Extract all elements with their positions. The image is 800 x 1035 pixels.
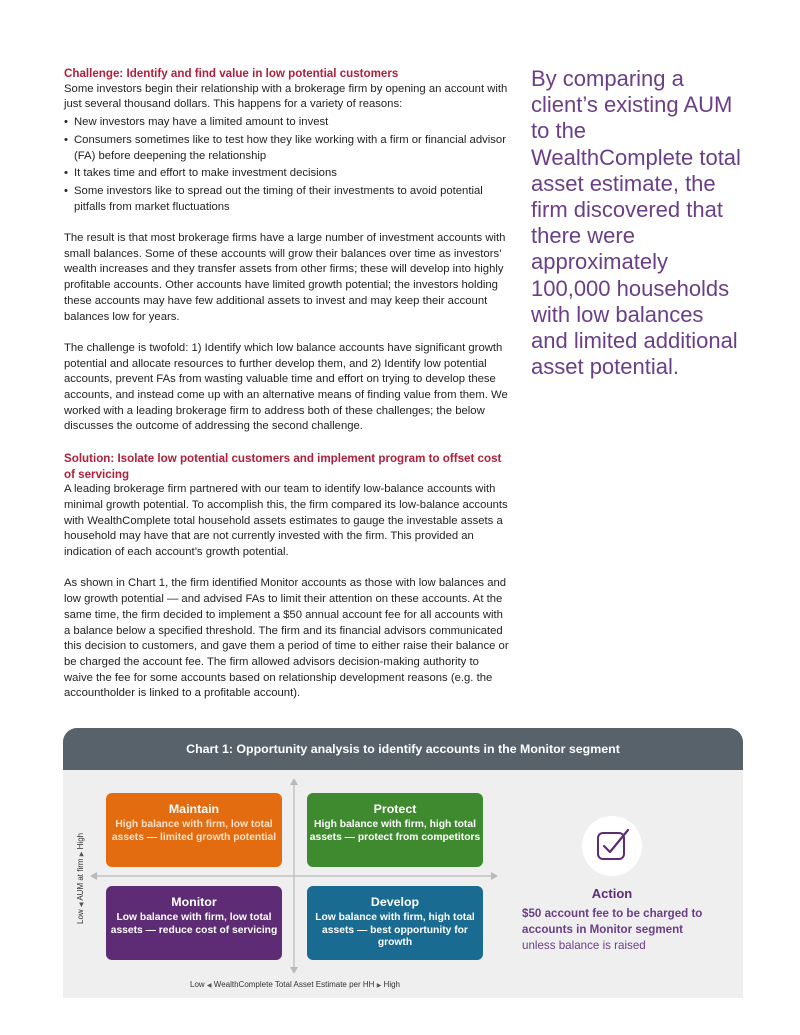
quadrant-title: Develop [370, 895, 420, 909]
bullet-item: • Consumers sometimes like to test how they like working with a firm or financial advisor (FA) before deepening the relationship [64, 133, 510, 164]
quadrant-monitor [106, 886, 282, 960]
quadrant-title: Monitor [171, 895, 217, 909]
bullet-item: • New investors may have a limited amount to invest [64, 115, 510, 131]
action-normal-text: unless balance is raised [522, 939, 646, 952]
bullet-item: • Some investors like to spread out the timing of their investments to avoid potential pitfalls from market fluctuations [64, 184, 510, 215]
y-axis-low: Low [76, 909, 85, 924]
checkbox-icon [582, 816, 642, 876]
bullet-item: • It takes time and effort to make investment decisions [64, 166, 510, 182]
quadrant-description: High balance with firm, high total assets — protect from competitors [309, 819, 481, 843]
y-axis-title: AUM at firm [76, 858, 85, 901]
challenge-intro: Some investors begin their relationship with a brokerage firm by opening an account with just several thousand dollars. This happens for a variety of reasons: [64, 82, 508, 111]
x-axis-low: Low [190, 980, 205, 989]
quadrant-protect [307, 793, 483, 867]
quadrant-maintain [106, 793, 282, 867]
challenge-paragraph-2: The challenge is twofold: 1) Identify which low balance accounts have significant growth potential and allocate resources to further develop them, and 2) Identify low potential accounts, prevent FAs from wasting valuable time and effort on trying to develop these accounts, and instead come up with an alternative means of finding value from them. We worked with a leading brokerage firm to address both of these challenges; the below discusses the outcome of addressing the second challenge. [64, 341, 508, 433]
challenge-heading: Challenge: Identify and find value in low potential customers [64, 67, 399, 80]
quadrant-description: High balance with firm, low total assets — limited growth potential [111, 819, 277, 843]
chart-title: Chart 1: Opportunity analysis to identify accounts in the Monitor segment [63, 728, 743, 770]
action-title: Action [591, 886, 633, 901]
quadrant-description: Low balance with firm, low total assets — reduce cost of servicing [110, 912, 278, 936]
y-axis-label: Low ◀ AUM at firm ▶ High [76, 832, 85, 924]
y-axis-high: High [76, 832, 85, 850]
challenge-paragraph-1: The result is that most brokerage firms have a large number of investment accounts with small balances. Some of these accounts will grow their balances over time as investors’ wealth increases and they transfer assets from other firms; these will develop into highly profitable accounts. Other accounts have limited growth potential; the investors holding these accounts may have few additional assets to invest and may keep their account balances low for years. [64, 232, 506, 323]
quadrant-title: Protect [373, 802, 417, 816]
x-axis-high: High [383, 980, 400, 989]
solution-paragraph-2: As shown in Chart 1, the firm identified Monitor accounts as those with low balances and low growth potential — and advised FAs to limit their attention on these accounts. At the same time, the firm decided to implement a $50 annual account fee for all accounts with a balance below a specified threshold. The firm and its financial advisors communicated this decision to customers, and gave them a period of time to either raise their balance or be charged the account fee. The firm allowed advisors decision-making authority to waive the fee for some accounts based on relationship development reasons (e.g. the accountholder is linked to a profitable account). [64, 577, 509, 700]
action-text [522, 906, 722, 954]
pull-quote: By comparing a client’s existing AUM to the WealthComplete total asset estimate, the firm discovered that there were approximately 100,000 households with low balances and limited additional asset potential. [531, 66, 741, 380]
quadrant-description: Low balance with firm, high total assets — best opportunity for growth [315, 912, 475, 949]
action-bold-text: $50 account fee to be charged to accounts in Monitor segment [522, 907, 703, 936]
solution-heading: Solution: Isolate low potential customers and implement program to offset cost of servicing [64, 451, 502, 481]
quadrant-develop [307, 886, 483, 960]
solution-paragraph-1: A leading brokerage firm partnered with our team to identify low-balance accounts with minimal growth potential. To accomplish this, the firm compared its low-balance accounts with WealthComplete total household assets estimates to gauge the investable assets a household may have that are not currently invested with the firm. This provided an indication of each account’s growth potential. [64, 483, 508, 559]
x-axis-label: Low ◀ WealthComplete Total Asset Estimate per HH ▶ High [190, 980, 400, 989]
x-axis-title: WealthComplete Total Asset Estimate per HH [213, 980, 375, 989]
quadrant-title: Maintain [168, 802, 220, 816]
